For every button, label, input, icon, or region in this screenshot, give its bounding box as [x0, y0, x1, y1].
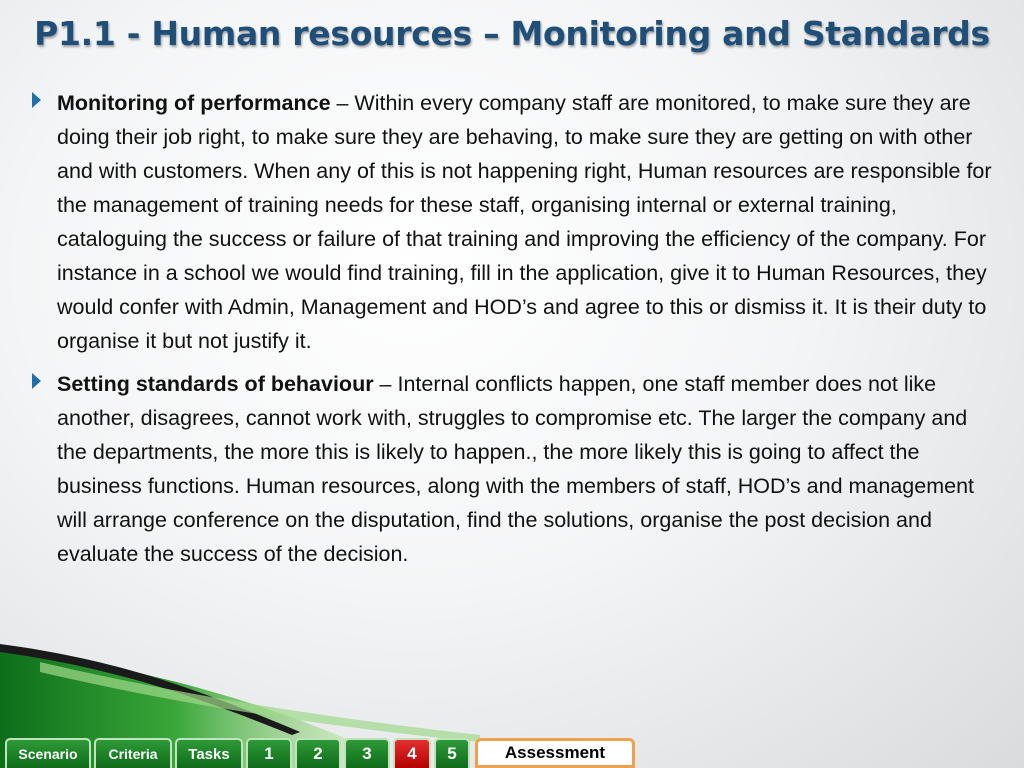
bullet-setting-standards	[30, 367, 998, 571]
bullet-text	[57, 367, 998, 571]
bullet-text	[57, 86, 998, 358]
nav-assessment-button[interactable]: Assessment	[475, 738, 635, 768]
bullet-body: – Internal conflicts happen, one staff member does not like another, disagrees, cannot work with, struggles to compromise etc. The larger the company and the departments, the more this is likely to happen., the more likely this is going to affect the business functions. Human resources, along with the members of staff, HOD’s and management will arrange conference on the disputation, find the solutions, organise the post decision and evaluate the success of the decision.	[57, 372, 974, 566]
nav-bar	[0, 730, 1024, 768]
bullet-body: – Within every company staff are monitored, to make sure they are doing their job right, to make sure they are behaving, to make sure they are getting on with other and with customers. When any of this is not happening right, Human resources are responsible for the management of training needs for these staff, organising internal or external training, cataloguing the success or failure of that training and improving the efficiency of the company. For instance in a school we would find training, fill in the application, give it to Human Resources, they would confer with Admin, Management and HOD’s and agree to this or dismiss it. It is their duty to organise it but not justify it.	[57, 91, 992, 353]
nav-task-3-button[interactable]: 3	[344, 738, 390, 768]
nav-task-5-button[interactable]: 5	[434, 738, 470, 768]
nav-task-1-button[interactable]: 1	[246, 738, 292, 768]
nav-scenario-button[interactable]: Scenario	[5, 738, 91, 768]
bullet-heading: Monitoring of performance	[57, 91, 331, 115]
bullet-arrow-icon	[32, 92, 41, 108]
nav-tasks-button[interactable]: Tasks	[175, 738, 243, 768]
nav-criteria-button[interactable]: Criteria	[94, 738, 172, 768]
bullet-monitoring-performance	[30, 86, 998, 358]
nav-task-4-button[interactable]: 4	[393, 738, 431, 768]
slide-title: P1.1 - Human resources – Monitoring and Standards	[34, 14, 990, 53]
bullet-arrow-icon	[32, 373, 41, 389]
nav-task-2-button[interactable]: 2	[295, 738, 341, 768]
bullet-heading: Setting standards of behaviour	[57, 372, 374, 396]
slide-content	[30, 86, 998, 580]
